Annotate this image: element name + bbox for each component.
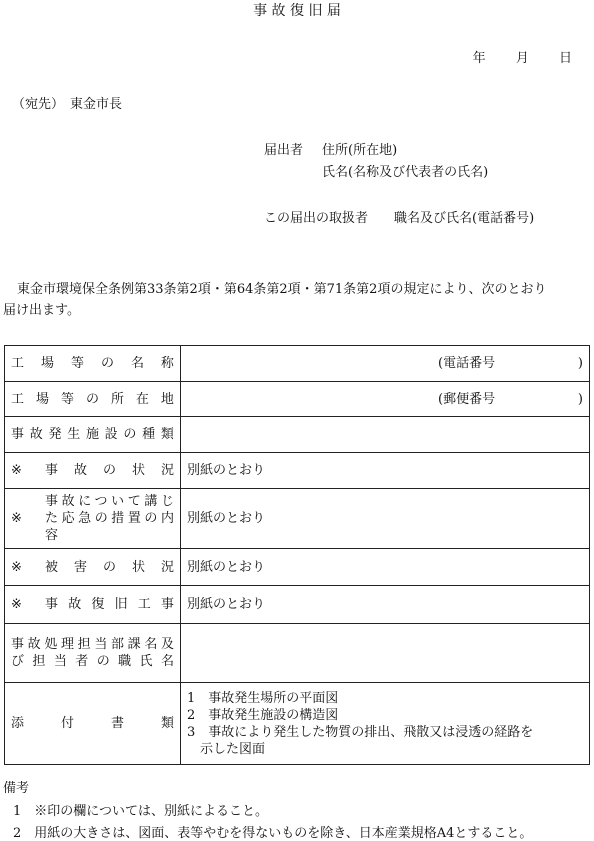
applicant-name: 氏名(名称及び代表者の氏名): [322, 165, 489, 180]
applicant-address: 住所(所在地): [322, 143, 398, 158]
table-row: [5, 549, 590, 586]
factory-name-field[interactable]: (電話番号 ): [181, 346, 590, 382]
list-item: 3 事故により発生した物質の排出、飛散又は浸透の経路を: [187, 724, 534, 740]
phone-tag: (電話番号: [438, 356, 496, 371]
addressee: [12, 93, 122, 112]
factory-location-label: 工 場 等 の 所 在 地: [11, 391, 174, 407]
list-item: 2 事故発生施設の構造図: [187, 707, 339, 723]
handler-label: この届出の取扱者: [264, 211, 369, 226]
statement-line-1: 東金市環境保全条例第33条第2項・第64条第2項・第71条第2項の規定により、次のとおり: [17, 282, 547, 297]
form-title: 事 故 復 旧 届: [253, 3, 341, 19]
note-item: 2 用紙の大きさは、図面、表等やむを得ないものを除き、日本産業規格A4とすること。: [13, 826, 533, 841]
table-row: [5, 624, 590, 683]
notes-heading: 備考: [3, 781, 30, 796]
accident-status-label: ※ 事 故 の 状 況: [11, 463, 174, 478]
damage-status-value: 別紙のとおり: [181, 549, 590, 586]
applicant-label: 届出者: [264, 143, 304, 158]
emergency-measures-value: 別紙のとおり: [181, 489, 590, 549]
table-row: [5, 453, 590, 489]
restoration-work-value: 別紙のとおり: [181, 586, 590, 624]
row-label: [5, 346, 181, 382]
table-row: [5, 586, 590, 624]
report-table: [4, 345, 590, 765]
table-row: [5, 382, 590, 417]
factory-name-label: 工 場 等 の 名 称: [11, 356, 174, 371]
addressee-name: 東金市長: [70, 97, 123, 112]
restoration-work-label: ※ 事 故 復 旧 工 事: [11, 597, 174, 612]
table-row: [5, 489, 590, 549]
note-item: 1 ※印の欄については、別紙によること。: [13, 804, 269, 819]
table-row: [5, 346, 590, 382]
accident-status-value: 別紙のとおり: [181, 453, 590, 489]
attachments-label: 添 付 書 類: [11, 716, 174, 731]
table-row: [5, 683, 590, 765]
table-row: [5, 417, 590, 453]
statement-line-2: 届け出ます。: [3, 303, 80, 318]
attachments-list: [181, 683, 590, 765]
handler-detail: 職名及び氏名(電話番号): [394, 211, 535, 226]
addressee-prefix: （宛先）: [12, 97, 65, 112]
list-item: 1 事故発生場所の平面図: [187, 690, 339, 706]
emergency-measures-label: ※ 事故について講じ た応急の措置の内 容: [11, 494, 174, 543]
facility-type-label: 事 故 発 生 施 設 の 種 類: [11, 427, 174, 442]
date-line: [447, 47, 572, 66]
facility-type-field[interactable]: [181, 417, 590, 453]
factory-location-field[interactable]: (郵便番号 ): [181, 382, 590, 417]
list-item: 示した図面: [187, 741, 266, 757]
damage-status-label: ※ 被 害 の 状 況: [11, 559, 174, 575]
person-in-charge-label: 事故処理担当部課名及 び担当者の職氏名: [11, 637, 174, 669]
date-day: 日: [558, 51, 572, 66]
person-in-charge-field[interactable]: [181, 624, 590, 683]
date-year: 年: [472, 51, 486, 66]
postal-tag: (郵便番号: [438, 391, 496, 407]
date-month: 月: [515, 51, 529, 66]
